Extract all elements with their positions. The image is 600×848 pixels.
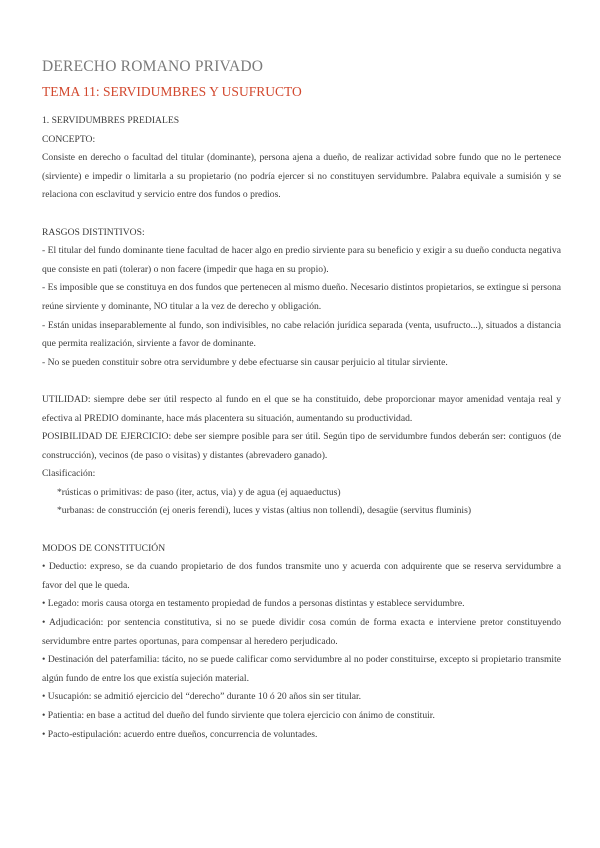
document-subtitle: TEMA 11: SERVIDUMBRES Y USUFRUCTO [42,84,302,99]
clasificacion-heading: Clasificación: [42,468,96,480]
modo-item: • Adjudicación: por sentencia constitutiva, si no se puede dividir cosa común de forma exacta e interviene pretor constituyendo servidumbre entre partes oportunas, para compensar al heredero perjudicado. [42,617,561,647]
modo-item: • Usucapión: se admitió ejercicio del “derecho” durante 10 ó 20 años sin ser titular. [42,691,362,703]
concept-paragraph: Consiste en derecho o facultad del titular (dominante), persona ajena a dueño, de realizar actividad sobre fundo que no le pertenece (sirviente) e impedir o limitarla a su propietario (no podría ejercer si no constituyen servidumbre. Palabra equivale a sumisión y se relaciona con esclavitud y servicio entre dos fundos o predios. [42,152,561,201]
rasgo-item: - El titular del fundo dominante tiene facultad de hacer algo en predio sirviente para su beneficio y exigir a su dueño conducta negativa que consiste en pati (tolerar) o non facere (impedir que haga en su propio). [42,245,561,275]
spacer [42,372,561,391]
rasgo-item: - Están unidas inseparablemente al fundo, son indivisibles, no cabe relación jurídica separada (venta, usufructo...), situados a distancia que permita realización, sirviente a favor de dominante. [42,319,561,350]
clasificacion-item: *urbanas: de construcción (ej oneris ferendi), luces y vistas (altius non tollendi), desagüe (servitus fluminis) [57,505,472,517]
clasificacion-item: *rústicas o primitivas: de paso (iter, actus, via) y de agua (ej aquaeductus) [57,486,341,498]
rasgos-heading: RASGOS DISTINTIVOS: [42,226,145,238]
spacer [42,205,561,224]
section-heading: 1. SERVIDUMBRES PREDIALES [42,115,180,126]
modo-item: • Deductio: expreso, se da cuando propietario de dos fundos transmite uno y acuerda con adquirente que se reserva servidumbre a favor del que le queda. [42,561,561,591]
modo-item: • Pacto-estipulación: acuerdo entre dueños, concurrencia de voluntades. [42,728,318,740]
modo-item: • Patientia: en base a actitud del dueño del fundo sirviente que tolera ejercicio con ánimo de constituir. [42,710,435,721]
concept-heading: CONCEPTO: [42,133,96,145]
modo-item: • Destinación del paterfamilia: tácito, no se puede calificar como servidumbre al no poder constituirse, excepto si propietario transmite algún fundo de entre los que existía sujeción material. [42,654,561,684]
posibilidad-paragraph: POSIBILIDAD DE EJERCICIO: debe ser siempre posible para ser útil. Según tipo de servidumbre fundos deberán ser: contiguos (de construcción), vecinos (de paso o visitas) y distantes (abrevadero ganado). [42,431,561,461]
rasgo-item: - Es imposible que se constituya en dos fundos que pertenecen al mismo dueño. Necesario distintos propietarios, se extingue si persona reúne sirviente y dominante, NO titular a la vez de derecho y obligación. [42,282,562,312]
utilidad-paragraph: UTILIDAD: siempre debe ser útil respecto al fundo en el que se ha constituido, debe proporcionar mayor amenidad ventaja real y efectiva al PREDIO dominante, hace más placentera su situación, aumentando su productividad. [42,393,561,424]
document-title: DERECHO ROMANO PRIVADO [42,58,264,75]
modo-item: • Legado: moris causa otorga en testamento propiedad de fundos a personas distintas y establece servidumbre. [42,598,465,610]
rasgo-item: - No se pueden constituir sobre otra servidumbre y debe efectuarse sin causar perjuicio al titular sirviente. [42,356,448,368]
document-body [42,112,561,744]
spacer [42,521,561,540]
modos-heading: MODOS DE CONSTITUCIÓN [42,542,166,554]
